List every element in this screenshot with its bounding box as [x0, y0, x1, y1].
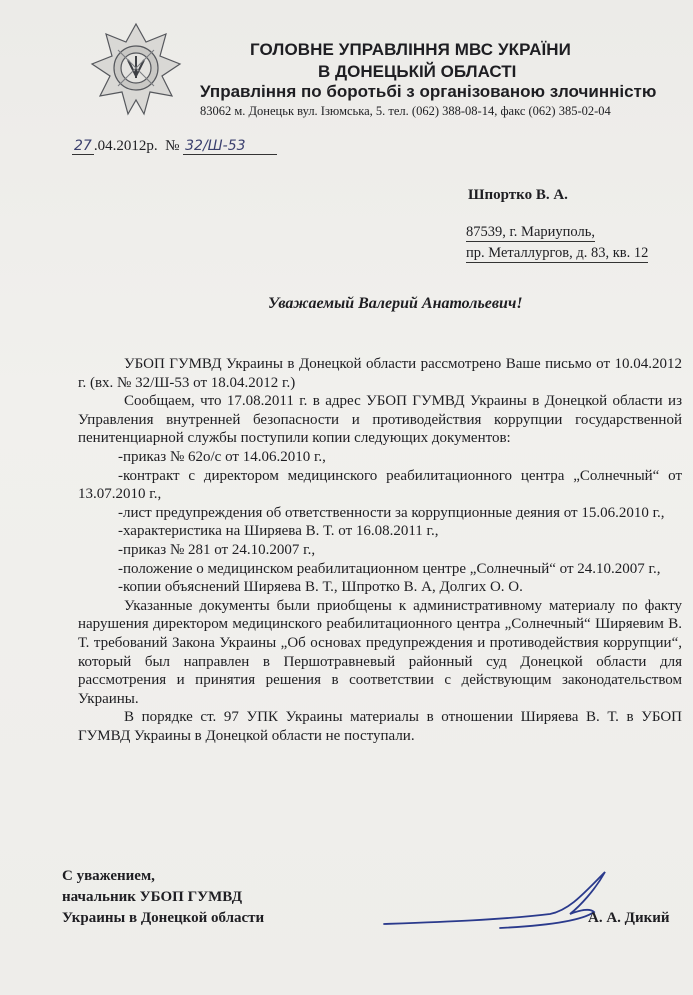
document-list-item: -характеристика на Ширяева В. Т. от 16.08.2011 г.,	[118, 523, 439, 540]
header-ministry: ГОЛОВНЕ УПРАВЛІННЯ МВС УКРАЇНИ	[250, 40, 571, 59]
ref-no-label: №	[165, 138, 180, 154]
header-address: 83062 м. Донецьк вул. Ізюмська, 5. тел. (062) 388-08-14, факс (062) 385-02-04	[200, 104, 611, 118]
recipient-address-line1: 87539, г. Мариуполь,	[466, 224, 595, 240]
document-list-item: -лист предупреждения об ответственности за коррупционные деяния от 15.06.2010 г.,	[118, 504, 665, 521]
greeting: Уважаемый Валерий Анатольевич!	[268, 295, 523, 312]
header-department: Управління по боротьбі з організованою злочинністю	[200, 82, 657, 101]
signoff-line2: начальник УБОП ГУМВД	[62, 889, 243, 905]
body-paragraph: УБОП ГУМВД Украины в Донецкой области рассмотрено Ваше письмо от 10.04.2012 г. (вх. № 32/Ш-53 от 18.04.2012 г.)	[78, 356, 682, 391]
document-list-item: -положение о медицинском реабилитационном центре „Солнечный“ от 24.10.2007 г.,	[118, 560, 661, 577]
body-paragraph: В порядке ст. 97 УПК Украины материалы в отношении Ширяева В. Т. в УБОП ГУМВД Украины в Донецкой области не поступали.	[78, 709, 682, 744]
reference-line	[72, 138, 277, 155]
header-region: В ДОНЕЦЬКІЙ ОБЛАСТІ	[318, 62, 517, 81]
document-list-item: -копии объяснений Ширяева В. Т., Шпротко В. А, Долгих О. О.	[118, 579, 523, 596]
signoff-line1: С уважением,	[62, 868, 155, 884]
body-paragraph: Сообщаем, что 17.08.2011 г. в адрес УБОП ГУМВД Украины в Донецкой области из Управления внутренней безопасности и противодействия коррупции государственной пенитенциарной службы поступили копии следующих документов:	[78, 393, 682, 447]
ref-number: 32/Ш-53	[183, 138, 277, 155]
ref-day: 27	[74, 138, 92, 154]
handwritten-signature	[380, 862, 620, 942]
body-paragraph: Указанные документы были приобщены к административному материалу по факту нарушения директором медицинского реабилитационного центра „Солнечный“ Ширяевим В. Т. требований Закона Украины „Об основах предупреждения и противодействия коррупции“, который был направлен в Першотравневый районный суд Донецкой области для рассмотрения и принятия решения в соответствии с действующим законодательством Украины.	[78, 597, 682, 707]
document-list-item: -приказ № 62о/с от 14.06.2010 г.,	[118, 448, 326, 465]
letter-body	[78, 355, 682, 745]
document-list-item: -контракт с директором медицинского реабилитационного центра „Солнечный“ от 13.07.2010 г.,	[78, 467, 682, 503]
ref-date: .04.2012р.	[93, 138, 158, 154]
signatory-name: А. А. Дикий	[588, 910, 670, 926]
document-list-item: -приказ № 281 от 24.10.2007 г.,	[118, 541, 316, 558]
recipient-address-line2: пр. Металлургов, д. 83, кв. 12	[466, 245, 649, 261]
mvs-emblem-icon	[88, 20, 184, 120]
recipient-name: Шпортко В. А.	[468, 187, 568, 203]
signoff-line3: Украины в Донецкой области	[62, 910, 265, 926]
